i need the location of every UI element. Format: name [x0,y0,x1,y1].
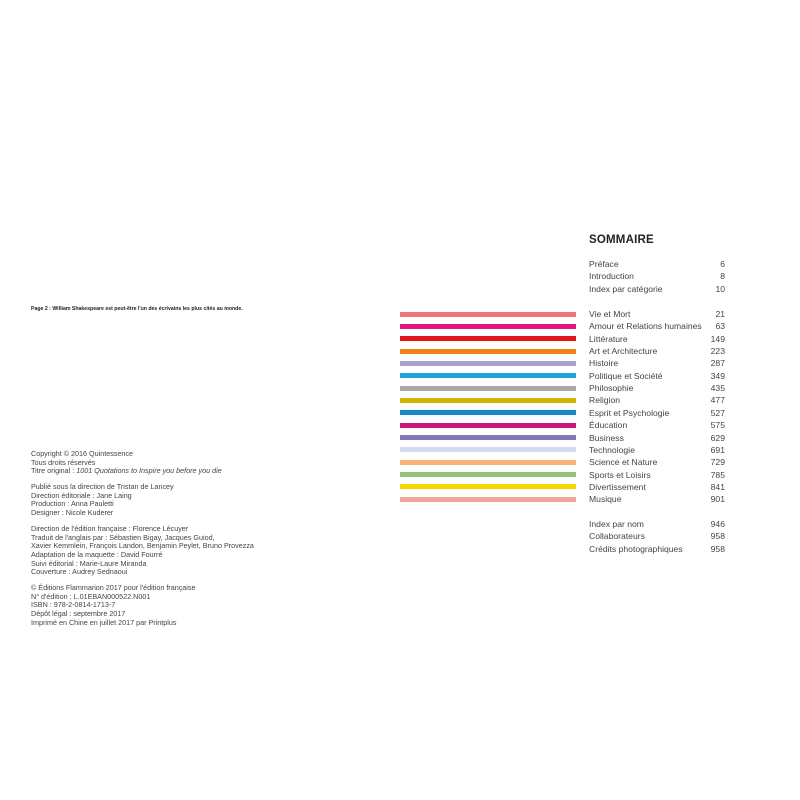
edition-line: N° d'édition : L.01EBAN000522.N001 [31,591,151,601]
toc-front-entry [589,283,725,295]
credit-line: Designer : Nicole Kuderer [31,508,114,518]
rights-line: Tous droits réservés [31,457,96,467]
toc-entry-page: 6 [720,259,725,269]
toc-category-entry [589,419,725,431]
toc-entry-page: 527 [710,407,725,418]
toc-category-entry [589,432,725,444]
toc-category-entry [589,382,725,394]
category-color-bar [400,410,576,415]
category-color-bar [400,423,576,428]
toc-entry-page: 435 [710,383,725,394]
toc-entry-page: 691 [710,444,725,455]
original-title-line [31,467,254,476]
toc-entry-page: 21 [715,309,725,319]
credits-en-block [31,483,254,517]
toc-entry-label: Collaborateurs [589,531,645,542]
credit-line: Adaptation de la maquette : David Fourré [31,549,163,559]
toc-entry-page: 958 [710,543,725,554]
toc-entry-label: Amour et Relations humaines [589,321,702,332]
category-color-bar [400,324,576,329]
toc-back-entry [589,543,725,555]
toc-entry-label: Histoire [589,358,619,369]
credit-line: Direction de l'édition française : Florence Lécuyer [31,524,189,534]
credit-line: Traduit de l'anglais par : Sébastien Bigay, Jacques Guiod, [31,532,215,542]
toc-category-entry [589,407,725,419]
toc-entry-page: 63 [715,321,725,332]
toc-category-entry [589,370,725,382]
category-color-bar [400,435,576,440]
category-color-bar [400,398,576,403]
toc-entry-label: Index par nom [589,519,644,529]
copyright-line: Copyright © 2016 Quintessence [31,449,133,458]
toc-entry-page: 729 [710,457,725,468]
credit-line: Suivi éditorial : Marie-Laure Miranda [31,558,147,568]
category-color-bar [400,460,576,465]
toc-entry-label: Religion [589,395,621,406]
toc-category-entry [589,333,725,345]
category-color-bar [400,336,576,341]
category-color-bar [400,349,576,354]
toc-entry-label: Business [589,432,624,443]
toc-entry-page: 785 [710,469,725,480]
toc-front-entry [589,270,725,282]
category-color-bar [400,497,576,502]
toc-entry-page: 10 [715,283,725,294]
toc-entry-label: Préface [589,259,619,269]
edition-block [31,584,254,627]
toc-category-entry [589,444,725,456]
toc-entry-label: Index par catégorie [589,283,663,294]
toc-entry-label: Littérature [589,333,628,344]
original-title: 1001 Quotations to Inspire you before you die [76,466,222,476]
category-color-bar [400,447,576,452]
toc-category-entry [589,357,725,369]
toc-entry-label: Politique et Société [589,370,663,381]
toc-front-entry [589,258,725,270]
toc-entry-page: 901 [710,494,725,505]
credits-fr-block [31,525,254,577]
toc-back-entry [589,530,725,542]
toc-entry-page: 287 [710,358,725,369]
category-color-bar [400,484,576,489]
toc-entry-label: Science et Nature [589,457,658,468]
toc-category-entry [589,394,725,406]
toc-entry-label: Musique [589,494,622,505]
toc-category-entry [589,308,725,320]
toc-entry-page: 8 [720,271,725,282]
toc-category-entry [589,345,725,357]
toc-category-entry [589,320,725,332]
toc-entry-page: 958 [710,531,725,542]
edition-line: Dépôt légal : septembre 2017 [31,609,126,618]
edition-line: Imprimé en Chine en juillet 2017 par Printplus [31,617,177,627]
toc-category-entry [589,469,725,481]
toc-entry-label: Divertissement [589,481,646,492]
category-color-bar [400,386,576,391]
category-color-bar [400,373,576,378]
toc-category-entry [589,456,725,468]
toc-title: SOMMAIRE [589,234,654,246]
credit-line: Xavier Kemmlein, François Landon, Benjamin Peylet, Bruno Provezza [31,541,254,551]
toc-entry-label: Esprit et Psychologie [589,407,670,418]
toc-entry-label: Éducation [589,420,628,431]
credit-line: Production : Anna Pauletti [31,499,114,509]
toc-entry-label: Introduction [589,271,634,282]
edition-line: © Éditions Flammarion 2017 pour l'édition française [31,583,196,593]
toc-entry-label: Technologie [589,444,635,455]
copyright-block [31,450,254,476]
figure-caption: Page 2 : William Shakespeare est peut-être l'un des écrivains les plus cités au monde. [31,306,243,312]
toc-entry-page: 575 [710,420,725,431]
toc-back-entry [589,518,725,530]
colophon [31,450,254,635]
category-color-bar [400,361,576,366]
toc-entry-page: 349 [710,370,725,381]
credit-line: Publié sous la direction de Tristan de Lancey [31,482,174,492]
toc-entry-page: 629 [710,432,725,443]
category-color-bar [400,312,576,317]
category-color-bar [400,472,576,477]
toc-entry-label: Vie et Mort [589,309,631,319]
toc-entry-label: Art et Architecture [589,346,658,357]
credit-line: Couverture : Audrey Sednaoui [31,567,128,577]
toc-entry-label: Sports et Loisirs [589,469,651,480]
toc-entry-page: 223 [710,346,725,357]
toc-entry-page: 841 [710,481,725,492]
toc-category-entry [589,493,725,505]
original-title-prefix: Titre original : [31,466,77,476]
toc-entry-page: 946 [710,519,725,529]
edition-line: ISBN : 978-2-0814-1713-7 [31,600,116,610]
toc-entry-label: Crédits photographiques [589,543,683,554]
toc-entry-label: Philosophie [589,383,634,394]
credit-line: Direction éditoriale : Jane Laing [31,490,132,500]
toc-entry-page: 477 [710,395,725,406]
toc-entry-page: 149 [710,333,725,344]
toc-category-entry [589,481,725,493]
